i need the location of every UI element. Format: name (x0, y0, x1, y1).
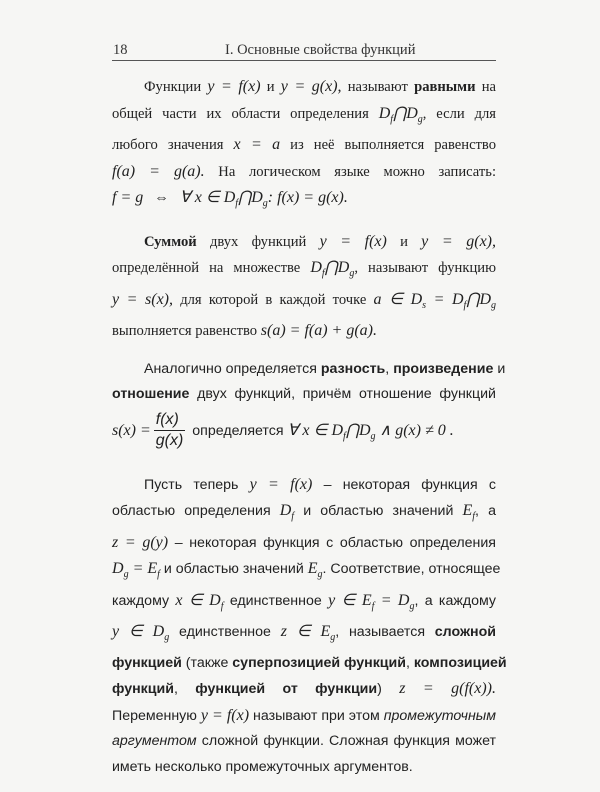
text-line: z = g(y) – некоторая функция с областью определения (112, 533, 496, 551)
term-composition: композицией (413, 654, 507, 671)
text-line: Аналогично определяется разность, произведение и (144, 360, 506, 377)
text-line: f(a) = g(a). На логическом языке можно записать: (112, 162, 496, 180)
chapter-title: I. Основные свойства функций (225, 42, 416, 58)
text-line: иметь несколько промежуточных аргументов. (112, 758, 413, 775)
text-line: функцией (также суперпозицией функций, композицией (112, 654, 507, 671)
page-number: 18 (113, 42, 128, 58)
text-line: Функции y = f(x) и y = g(x), называют равными на (144, 78, 497, 95)
term-quotient: отношение (112, 386, 190, 402)
term-composite: сложной (434, 624, 496, 640)
text-line: Переменную y = f(x) называют при этом промежуточным (112, 706, 496, 724)
term-function-of-function: функцией от функции (195, 681, 378, 697)
text-line: любого значения x = a из неё выполняется равенство (112, 136, 497, 153)
text-line: определённой на множестве $D_f⋂D_g$, называют функцию (112, 259, 496, 279)
term-sum: Суммой (144, 233, 197, 250)
fraction: $\frac{f(x)}{g(x)}$ (155, 411, 184, 450)
term-product: произведение (393, 360, 494, 377)
paragraph-composite-function (112, 472, 507, 781)
text-line: общей части их области определения $D_f⋂D_g$, если для (112, 104, 496, 125)
header-rule (112, 60, 496, 61)
term-difference: разность (320, 360, 386, 377)
text-line: s(x) = $\frac{f(x)}{g(x)}$ определяется ∀ x ∈ $D_f⋂D_g$ ∧ g(x) ≠ 0 . (112, 411, 454, 450)
text-line: f = g ⇔ ∀ x ∈ $D_f⋂D_g$: f(x) = g(x). (112, 189, 348, 209)
text-line: выполняется равенство s(a) = f(a) + g(a). (112, 322, 377, 339)
paragraph-sum (112, 229, 496, 345)
text-line: y ∈ $D_g$ единственное z ∈ $E_g$, называется сложной (112, 623, 496, 643)
term-superposition: суперпозицией функций (232, 654, 406, 671)
text-line: Суммой двух функций y = f(x) и y = g(x), (144, 232, 497, 250)
text-line: $D_g = E_f$ и областью значений $E_g$. Соответствие, относящее (112, 560, 501, 580)
text-line: отношение двух функций, причём отношение функций (112, 386, 496, 402)
text-line: y = s(x), для которой в каждой точке a ∈ $D_s$ = $D_f⋂D_g$ (112, 290, 496, 311)
text-line: функций, функцией от функции) z = g(f(x)). (112, 680, 496, 697)
text-line: аргументом сложной функции. Сложная функция может (112, 733, 496, 749)
text-line: областью определения $D_f$ и областью значений $E_f$, а (112, 502, 496, 522)
page-body (112, 74, 507, 792)
text-line: Пусть теперь y = f(x) – некоторая функция с (144, 475, 496, 493)
paragraph-equal-functions (112, 74, 496, 217)
text-line: каждому x ∈ $D_f$ единственное y ∈ $E_f = D_g$, а каждому (112, 591, 497, 612)
term-equal: равными (414, 79, 476, 95)
paragraph-difference-product-quotient (112, 357, 506, 460)
